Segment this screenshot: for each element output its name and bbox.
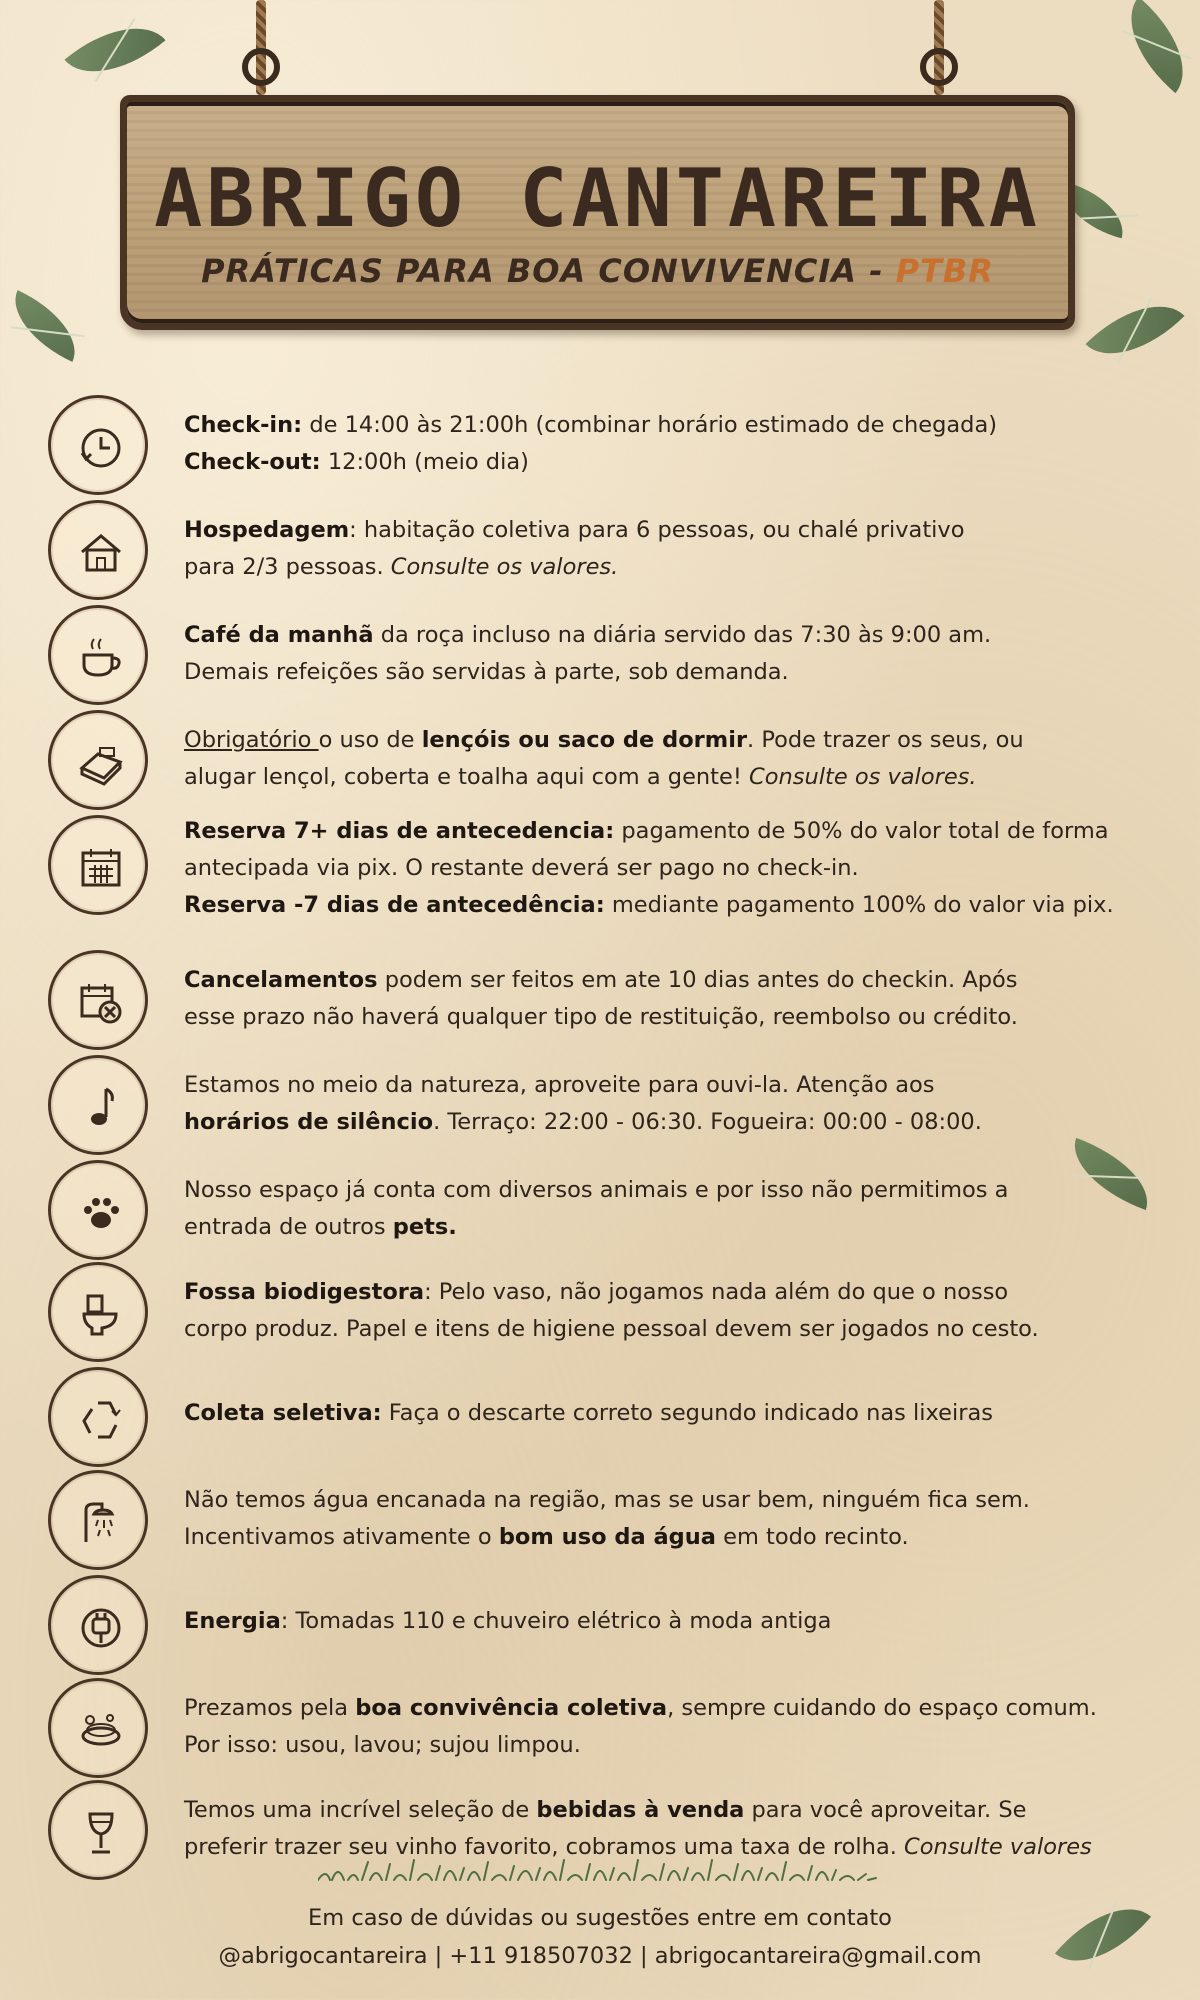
text-segment: 12:00h (meio dia) (320, 449, 529, 475)
subtitle-main: PRÁTICAS PARA BOA CONVIVENCIA - (201, 252, 896, 290)
text-line (184, 887, 1174, 924)
text-segment: Estamos no meio da natureza, aproveite para ouvi-la. Atenção aos (184, 1072, 935, 1098)
text-line (184, 722, 1174, 759)
list-item-text (184, 722, 1174, 796)
text-segment: : habitação coletiva para 6 pessoas, ou chalé privativo (349, 517, 965, 543)
text-line (184, 850, 1174, 887)
text-segment: preferir trazer seu vinho favorito, cobramos uma taxa de rolha. (184, 1834, 905, 1860)
text-segment: boa convivência coletiva (355, 1695, 668, 1721)
text-segment: Energia (184, 1608, 281, 1634)
subtitle-accent: PTBR (895, 252, 994, 290)
page-title: ABRIGO CANTAREIRA (154, 152, 1041, 245)
text-segment: podem ser feitos em ate 10 dias antes do checkin. Após (377, 967, 1018, 993)
text-segment: lençóis ou saco de dormir (421, 727, 748, 753)
text-line (184, 813, 1174, 850)
icon-badge (48, 1575, 148, 1675)
calendar-icon (76, 843, 126, 893)
list-item-text (184, 813, 1174, 924)
list-item-text (184, 1482, 1174, 1556)
text-line (184, 759, 1174, 796)
text-segment: Check-out: (184, 449, 321, 475)
text-segment: Reserva -7 dias de antecedência: (184, 892, 605, 918)
list-item-text (184, 1274, 1174, 1348)
toilet-icon (76, 1290, 126, 1340)
paw-icon (76, 1188, 126, 1238)
house-icon (76, 528, 126, 578)
text-line (184, 1603, 1174, 1640)
bedding-icon (76, 738, 126, 788)
text-segment: o uso de (318, 727, 422, 753)
leaf-icon (1055, 1884, 1151, 1985)
icon-badge (48, 1470, 148, 1570)
text-segment: Consulte os valores. (390, 554, 619, 580)
text-line (184, 444, 1174, 481)
leaf-icon (1106, 0, 1200, 93)
music-note-icon (76, 1083, 126, 1133)
grass-divider-icon (318, 1858, 878, 1884)
list-item-text (184, 1690, 1174, 1764)
text-segment: Hospedagem (184, 517, 350, 543)
text-segment: Não temos água encanada na região, mas se usar bem, ninguém fica sem. (184, 1487, 1030, 1513)
text-segment: pets. (392, 1214, 457, 1240)
page-subtitle (127, 252, 1068, 290)
text-segment: Check-in: (184, 412, 303, 438)
text-segment: Temos uma incrível seleção de (184, 1797, 537, 1823)
text-line (184, 1690, 1174, 1727)
footer-contact-details: @abrigocantareira | +11 918507032 | abrigocantareira@gmail.com (218, 1943, 982, 1969)
icon-badge (48, 710, 148, 810)
power-plug-icon (76, 1603, 126, 1653)
text-segment: entrada de outros (184, 1214, 393, 1240)
text-segment: Consulte valores (904, 1834, 1092, 1860)
text-segment: em todo recinto. (715, 1524, 909, 1550)
text-segment: Consulte os valores. (749, 764, 977, 790)
text-segment: corpo produz. Papel e itens de higiene pessoal devem ser jogados no cesto. (184, 1316, 1039, 1342)
list-item-text (184, 1603, 1174, 1640)
text-line (184, 549, 1174, 586)
text-segment: antecipada via pix. O restante deverá ser pago no check-in. (184, 855, 859, 881)
text-segment: Coleta seletiva: (184, 1400, 382, 1426)
text-segment: : Tomadas 110 e chuveiro elétrico à moda antiga (280, 1608, 832, 1634)
clock-icon (76, 423, 126, 473)
text-line (184, 1311, 1174, 1348)
text-line (184, 1727, 1174, 1764)
icon-badge (48, 1367, 148, 1467)
icon-badge (48, 1780, 148, 1880)
recycle-icon (76, 1395, 126, 1445)
list-item-text (184, 1792, 1174, 1866)
icon-badge (48, 1055, 148, 1155)
text-segment: Cancelamentos (184, 967, 378, 993)
icon-badge (48, 395, 148, 495)
text-segment: mediante pagamento 100% do valor via pix. (604, 892, 1114, 918)
text-line (184, 1792, 1174, 1829)
text-segment: de 14:00 às 21:00h (combinar horário estimado de chegada) (302, 412, 998, 438)
list-item-text (184, 407, 1174, 481)
text-line (184, 1395, 1174, 1432)
icon-badge (48, 500, 148, 600)
text-line (184, 407, 1174, 444)
sign-ring-right (920, 48, 958, 86)
text-line (184, 1482, 1174, 1519)
text-segment: Incentivamos ativamente o (184, 1524, 499, 1550)
icon-badge (48, 815, 148, 915)
text-segment: horários de silêncio (184, 1109, 434, 1135)
leaf-icon (1086, 281, 1185, 380)
icon-badge (48, 950, 148, 1050)
list-item-text (184, 512, 1174, 586)
text-segment: alugar lençol, coberta e toalha aqui com a gente! (184, 764, 750, 790)
text-line (184, 1104, 1174, 1141)
dishes-icon (76, 1706, 126, 1756)
text-segment: bebidas à venda (536, 1797, 745, 1823)
icon-badge (48, 1160, 148, 1260)
text-segment: Fossa biodigestora (184, 1279, 425, 1305)
list-item-text (184, 1395, 1174, 1432)
text-line (184, 1067, 1174, 1104)
text-line (184, 617, 1174, 654)
shower-icon (76, 1498, 126, 1548)
text-segment: para você aproveitar. Se (744, 1797, 1027, 1823)
icon-badge (48, 605, 148, 705)
text-line (184, 1172, 1174, 1209)
text-segment: Café da manhã (184, 622, 374, 648)
wine-glass-icon (76, 1808, 126, 1858)
list-item-text (184, 962, 1174, 1036)
text-segment: , sempre cuidando do espaço comum. (667, 1695, 1097, 1721)
text-segment: pagamento de 50% do valor total de forma (614, 818, 1109, 844)
coffee-cup-icon (76, 633, 126, 683)
text-segment: Faça o descarte correto segundo indicado nas lixeiras (381, 1400, 993, 1426)
text-segment: Demais refeições são servidas à parte, sob demanda. (184, 659, 789, 685)
text-segment: Nosso espaço já conta com diversos animais e por isso não permitimos a (184, 1177, 1009, 1203)
list-item-text (184, 1172, 1174, 1246)
sign-ring-left (242, 48, 280, 86)
text-segment: Prezamos pela (184, 1695, 356, 1721)
text-segment: . Terraço: 22:00 - 06:30. Fogueira: 00:00 - 08:00. (433, 1109, 982, 1135)
leaf-icon (0, 290, 90, 362)
text-segment: Obrigatório (184, 727, 319, 753)
text-segment: para 2/3 pessoas. (184, 554, 391, 580)
text-line (184, 1519, 1174, 1556)
text-segment: . Pode trazer os seus, ou (747, 727, 1024, 753)
text-line (184, 1209, 1174, 1246)
text-segment: Por isso: usou, lavou; sujou limpou. (184, 1732, 581, 1758)
text-line (184, 512, 1174, 549)
icon-badge (48, 1678, 148, 1778)
list-item-text (184, 617, 1174, 691)
text-line (184, 654, 1174, 691)
icon-badge (48, 1262, 148, 1362)
text-segment: : Pelo vaso, não jogamos nada além do que o nosso (424, 1279, 1009, 1305)
leaf-icon (64, 2, 165, 98)
text-line (184, 1274, 1174, 1311)
footer-contact-line: Em caso de dúvidas ou sugestões entre em contato (308, 1905, 892, 1931)
text-line (184, 962, 1174, 999)
calendar-cancel-icon (76, 978, 126, 1028)
text-segment: bom uso da água (498, 1524, 716, 1550)
text-segment: Reserva 7+ dias de antecedencia: (184, 818, 615, 844)
text-segment: esse prazo não haverá qualquer tipo de restituição, reembolso ou crédito. (184, 1004, 1018, 1030)
list-item-text (184, 1067, 1174, 1141)
title-sign (120, 95, 1075, 330)
text-segment: da roça incluso na diária servido das 7:30 às 9:00 am. (373, 622, 992, 648)
text-line (184, 999, 1174, 1036)
